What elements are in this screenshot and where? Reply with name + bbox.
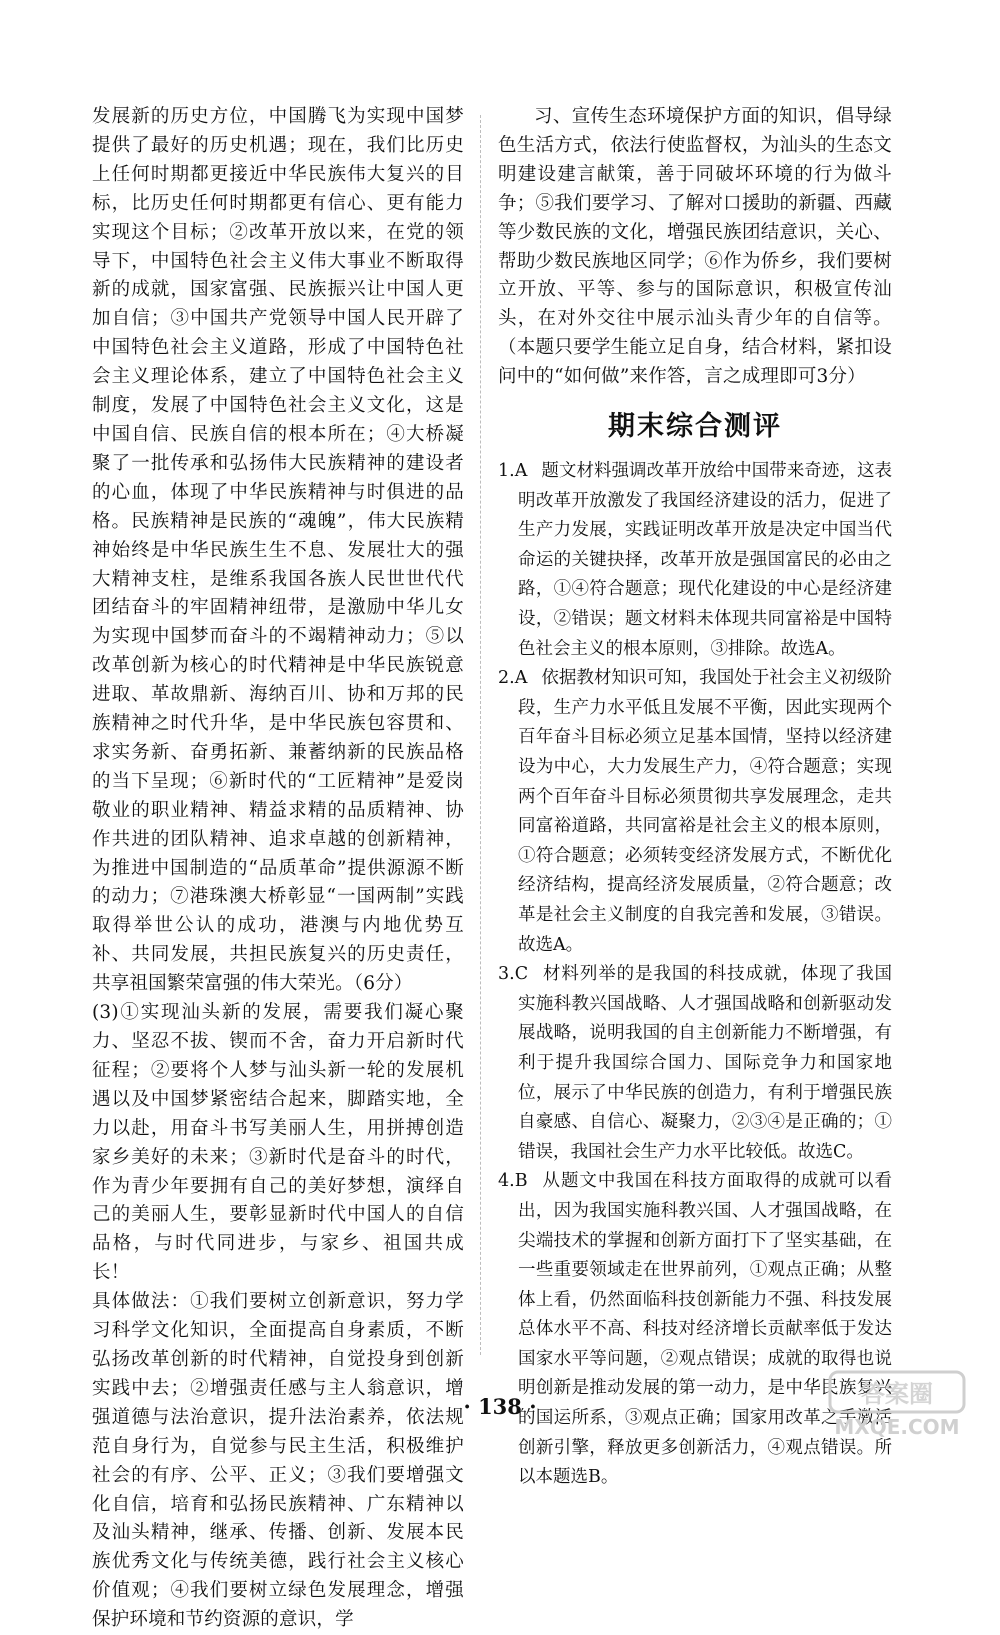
answer-key: A <box>514 668 528 689</box>
answer-text: 依据教材知识可知，我国处于社会主义初级阶段，生产力水平低且发展不平衡，因此实现两个百年奋斗目标必须立足基本国情，坚持以经济建设为中心，大力发展生产力，④符合题意；实现两个百年奋斗目标必须贯彻共享发展理念，走共同富裕道路，共同富裕是社会主义的根本原则，①符合题意；必须转变经济发展方式，不断优化经济结构，提高经济发展质量，②符合题意；改革是社会主义制度的自我完善和发展，③错误。故选A。 <box>518 668 892 955</box>
answer-number: 2. <box>498 668 515 689</box>
watermark-title: 答案圈 <box>861 1380 933 1408</box>
section-heading: 期末综合测评 <box>608 411 782 443</box>
right-column <box>498 103 892 1493</box>
left-paragraph-1: 发展新的历史方位，中国腾飞为实现中国梦提供了最好的历史机遇；现在，我们比历史上任何时期都更接近中华民族伟大复兴的目标，比历史任何时期都更有信心、更有能力实现这个目标；②改革开放以来，在党的领导下，中国特色社会主义伟大事业不断取得新的成就，国家富强、民族振兴让中国人更加自信；③中国共产党领导中国人民开辟了中国特色社会主义道路，形成了中国特色社会主义理论体系，建立了中国特色社会主义制度，发展了中国特色社会主义文化，这是中国自信、民族自信的根本所在；④大桥凝聚了一批传承和弘扬伟大民族精神的建设者的心血，体现了中华民族精神与时俱进的品格。民族精神是民族的“魂魄”，伟大民族精神始终是中华民族生生不息、发展壮大的强大精神支柱，是维系我国各族人民世世代代团结奋斗的牢固精神纽带，是激励中华儿女为实现中国梦而奋斗的不竭精神动力；⑤以改革创新为核心的时代精神是中华民族锐意进取、革故鼎新、海纳百川、协和万邦的民族精神之时代升华，是中华民族包容贯和、求实务新、奋勇拓新、兼蓄纳新的民族品格的当下呈现；⑥新时代的“工匠精神”是爱岗敬业的职业精神、精益求精的品质精神、协作共进的团队精神、追求卓越的创新精神，为推进中国制造的“品质革命”提供源源不断的动力；⑦港珠澳大桥彰显“一国两制”实践取得举世公认的成功，港澳与内地优势互补、共同发展，共担民族复兴的历史责任，共享祖国繁荣富强的伟大荣光。（6分） <box>92 106 464 995</box>
right-paragraph-1: 习、宣传生态环境保护方面的知识，倡导绿色生活方式，依法行使监督权，为汕头的生态文明建设建言献策，善于同破坏环境的行为做斗争；⑤我们要学习、了解对口援助的新疆、西藏等少数民族的文化，增强民族团结意识，关心、帮助少数民族地区同学；⑥作为侨乡，我们要树立开放、平等、参与的国际意识，积极宣传汕头，在对外交往中展示汕头青少年的自信等。（本题只要学生能立足自身，结合材料，紧扣设问中的“如何做”来作答，言之成理即可3分） <box>498 106 892 388</box>
answer-text: 从题文中我国在科技方面取得的成就可以看出，因为我国实施科教兴国、人才强国战略，在尖端技术的掌握和创新方面打下了坚实基础，在一些重要领域走在世界前列，①观点正确；从整体上看，仍然面临科技创新能力不强、科技发展总体水平不高、科技对经济增长贡献率低于发达国家水平等问题，②观点错误；成就的取得也说明创新是推动发展的第一动力，是中华民族复兴的国运所系，③观点正确；国家用改革之手激活创新引擎，释放更多创新活力，④观点错误。所以本题选B。 <box>518 1171 892 1488</box>
answer-list <box>498 457 892 1493</box>
answer-item <box>498 664 892 960</box>
answer-number: 4. <box>498 1171 515 1192</box>
answer-item <box>498 1167 892 1493</box>
answer-number: 1. <box>498 461 515 482</box>
answer-item <box>498 960 892 1167</box>
answer-text: 题文材料强调改革开放给中国带来奇迹，这表明改革开放激发了我国经济建设的活力，促进了生产力发展，实践证明改革开放是决定中国当代命运的关键抉择，改革开放是强国富民的必由之路，①④符合题意；现代化建设的中心是经济建设，②错误；题文材料未体现共同富裕是中国特色社会主义的根本原则，③排除。故选A。 <box>518 461 892 659</box>
column-divider <box>480 115 481 1355</box>
watermark-url: MXQE.COM <box>834 1415 960 1439</box>
answer-text: 材料列举的是我国的科技成就，体现了我国实施科教兴国战略、人才强国战略和创新驱动发展战略，说明我国的自主创新能力不断增强，有利于提升我国综合国力、国际竞争力和国家地位，展示了中华民族的创造力，有利于增强民族自豪感、自信心、凝聚力，②③④是正确的；①错误，我国社会生产力水平比较低。故选C。 <box>518 964 892 1162</box>
answer-item <box>498 457 892 664</box>
left-paragraph-2: (3)①实现汕头新的发展，需要我们凝心聚力、坚忍不拔、锲而不舍，奋力开启新时代征程；②要将个人梦与汕头新一轮的发展机遇以及中国梦紧密结合起来，脚踏实地，全力以赴，用奋斗书写美丽人生，用拼搏创造家乡美好的未来；③新时代是奋斗的时代，作为青少年要拥有自己的美好梦想，演绎自己的美丽人生，要彰显新时代中国人的自信品格，与时代同进步，与家乡、祖国共成长！ <box>92 1002 464 1284</box>
page-number: · 138 · <box>463 1394 537 1419</box>
answer-number: 3. <box>498 964 515 985</box>
answer-key: B <box>514 1171 528 1192</box>
left-paragraph-3: 具体做法：①我们要树立创新意识，努力学习科学文化知识，全面提高自身素质，不断弘扬改革创新的时代精神，自觉投身到创新实践中去；②增强责任感与主人翁意识，增强道德与法治意识，提升法治素养，依法规范自身行为，自觉参与民主生活，积极维护社会的有序、公平、正义；③我们要增强文化自信，培育和弘扬民族精神、广东精神以及汕头精神，继承、传播、创新、发展本民族优秀文化与传统美德，践行社会主义核心价值观；④我们要树立绿色发展理念，增强保护环境和节约资源的意识，学 <box>92 1291 464 1631</box>
answer-key: A <box>514 461 528 482</box>
answer-key: C <box>514 964 529 985</box>
watermark-logo <box>822 1370 972 1440</box>
